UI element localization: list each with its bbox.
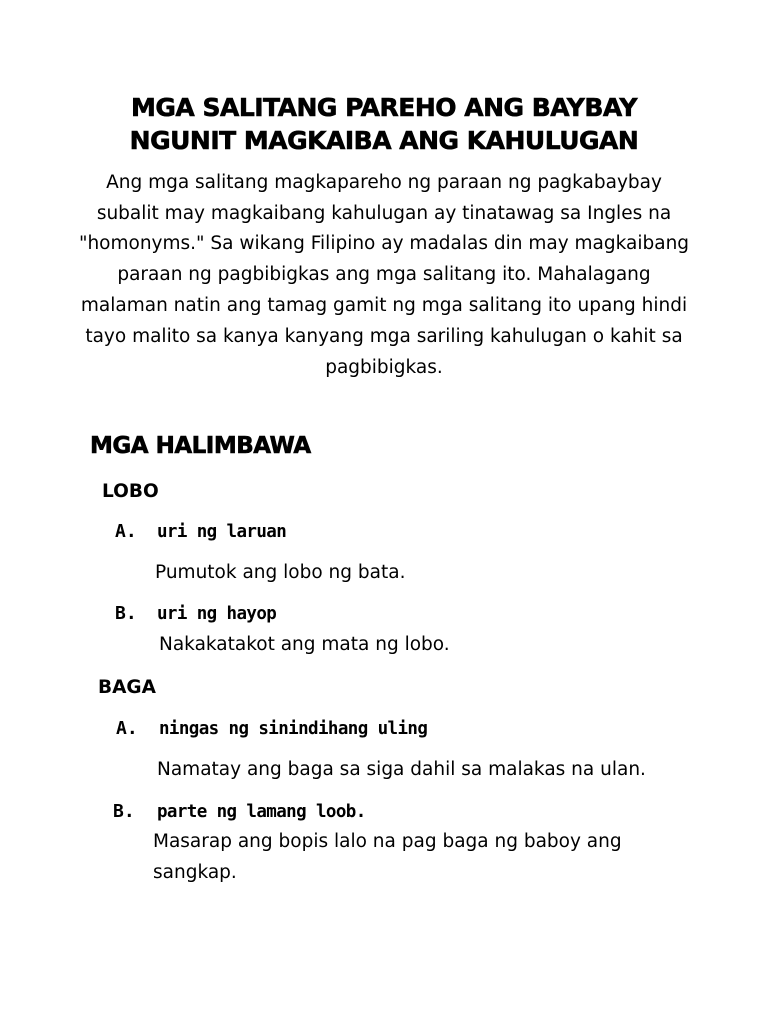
intro-line: "homonyms." Sa wikang Filipino ay madalas din may magkaibang [78, 233, 690, 254]
meaning-text: uri ng laruan [157, 522, 287, 542]
intro-line: pagbibigkas. [325, 357, 443, 378]
example-word: BAGA [98, 677, 156, 698]
meaning-text: parte ng lamang loob. [157, 802, 366, 822]
example-sentence: Masarap ang bopis lalo na pag baga ng baboy ang [153, 831, 622, 852]
example-word: LOBO [102, 481, 159, 502]
intro-line: Ang mga salitang magkapareho ng paraan ng pagkabaybay [106, 172, 662, 193]
example-sentence: Pumutok ang lobo ng bata. [155, 562, 406, 583]
meaning-letter: A. [116, 718, 138, 739]
meaning-text: ningas ng sinindihang uling [159, 719, 428, 739]
meaning-letter: B. [115, 603, 137, 624]
intro-line: paraan ng pagbibigkas ang mga salitang ito. Mahalagang [117, 264, 651, 285]
intro-line: subalit may magkaibang kahulugan ay tinatawag sa Ingles na [96, 203, 672, 224]
meaning-letter: A. [115, 521, 137, 542]
document-title-line-1: MGA SALITANG PAREHO ANG BAYBAY [131, 93, 637, 122]
intro-line: tayo malito sa kanya kanyang mga sariling kahulugan o kahit sa [85, 326, 683, 347]
example-sentence: sangkap. [153, 862, 237, 883]
example-sentence: Nakakatakot ang mata ng lobo. [159, 634, 450, 655]
examples-heading: MGA HALIMBAWA [90, 433, 311, 459]
intro-line: malaman natin ang tamag gamit ng mga salitang ito upang hindi [80, 295, 688, 316]
document-title-line-2: NGUNIT MAGKAIBA ANG KAHULUGAN [129, 126, 639, 155]
meaning-letter: B. [113, 801, 135, 822]
example-sentence: Namatay ang baga sa siga dahil sa malakas na ulan. [157, 759, 646, 780]
meaning-text: uri ng hayop [157, 604, 277, 624]
